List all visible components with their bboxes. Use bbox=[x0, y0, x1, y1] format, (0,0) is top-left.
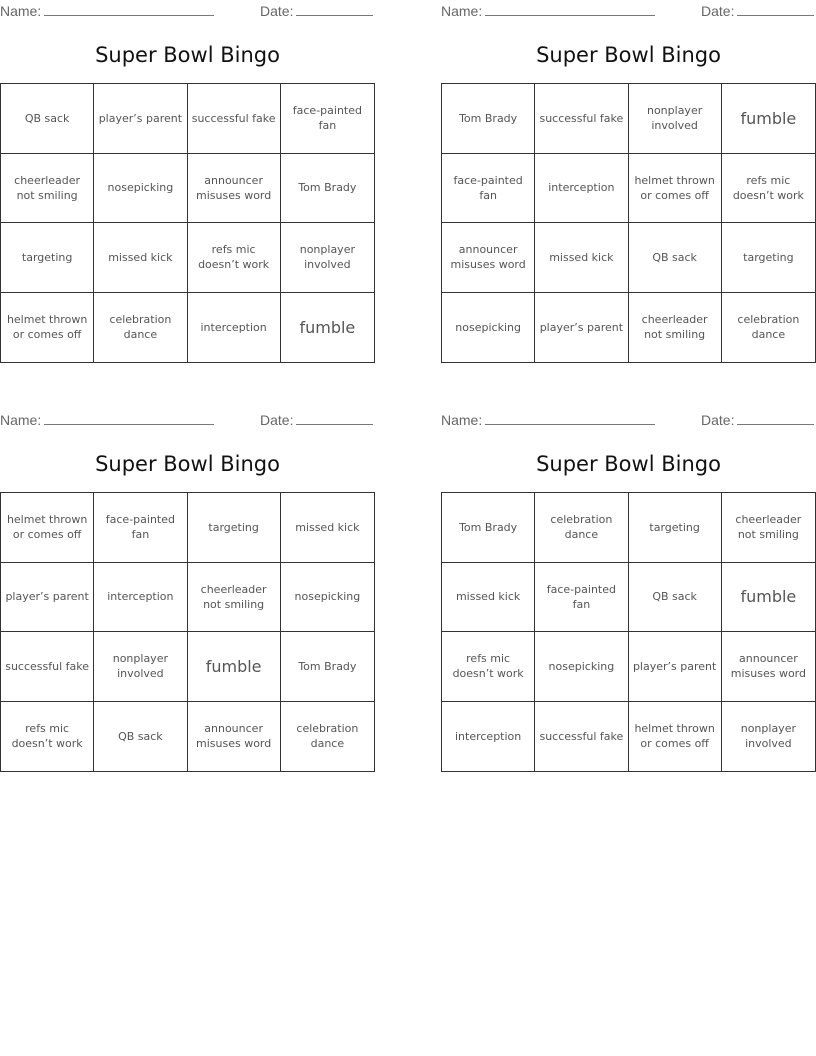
bingo-cell: interception bbox=[442, 702, 535, 772]
name-blank-line bbox=[485, 411, 655, 425]
bingo-cell: face-painted fan bbox=[94, 493, 187, 563]
date-field bbox=[260, 411, 373, 428]
bingo-cell: celebration dance bbox=[94, 293, 187, 363]
bingo-cell: interception bbox=[188, 293, 281, 363]
bingo-grid bbox=[0, 492, 375, 772]
date-field bbox=[701, 411, 814, 428]
bingo-cell: face-painted fan bbox=[442, 154, 535, 224]
bingo-cell: targeting bbox=[629, 493, 722, 563]
bingo-cell: nosepicking bbox=[94, 154, 187, 224]
bingo-cell: targeting bbox=[1, 223, 94, 293]
bingo-cell: QB sack bbox=[1, 84, 94, 154]
bingo-cell: helmet thrown or comes off bbox=[1, 293, 94, 363]
name-label: Name: bbox=[0, 3, 42, 19]
bingo-cell: missed kick bbox=[442, 563, 535, 633]
bingo-cell: announcer misuses word bbox=[188, 702, 281, 772]
card-title: Super Bowl Bingo bbox=[536, 452, 721, 476]
bingo-cell: Tom Brady bbox=[442, 493, 535, 563]
name-field bbox=[441, 2, 655, 19]
bingo-cell: cheerleader not smiling bbox=[1, 154, 94, 224]
card-title: Super Bowl Bingo bbox=[95, 452, 280, 476]
bingo-cell: refs mic doesn’t work bbox=[722, 154, 815, 224]
bingo-cell: successful fake bbox=[188, 84, 281, 154]
bingo-cell: refs mic doesn’t work bbox=[442, 632, 535, 702]
name-field bbox=[441, 411, 655, 428]
card-title: Super Bowl Bingo bbox=[536, 43, 721, 67]
bingo-cell: announcer misuses word bbox=[188, 154, 281, 224]
bingo-cell: interception bbox=[94, 563, 187, 633]
bingo-cell: fumble bbox=[722, 84, 815, 154]
bingo-cell: nonplayer involved bbox=[281, 223, 374, 293]
name-blank-line bbox=[485, 2, 655, 16]
bingo-cell: player’s parent bbox=[535, 293, 628, 363]
card-title: Super Bowl Bingo bbox=[95, 43, 280, 67]
bingo-cell: missed kick bbox=[535, 223, 628, 293]
bingo-cell: nosepicking bbox=[281, 563, 374, 633]
bingo-card-1 bbox=[0, 0, 375, 364]
bingo-cell: nosepicking bbox=[535, 632, 628, 702]
bingo-cell: player’s parent bbox=[629, 632, 722, 702]
bingo-cell: celebration dance bbox=[535, 493, 628, 563]
date-field bbox=[260, 2, 373, 19]
bingo-cell: QB sack bbox=[629, 223, 722, 293]
bingo-cell: nonplayer involved bbox=[629, 84, 722, 154]
date-label: Date: bbox=[260, 412, 294, 428]
name-field bbox=[0, 411, 214, 428]
bingo-cell: fumble bbox=[299, 317, 356, 337]
date-blank-line bbox=[737, 2, 814, 16]
bingo-cell: celebration dance bbox=[296, 722, 359, 751]
bingo-cell: announcer misuses word bbox=[722, 632, 815, 702]
bingo-cell: fumble bbox=[722, 563, 815, 633]
bingo-cell: Tom Brady bbox=[442, 84, 535, 154]
bingo-cell: cheerleader not smiling bbox=[188, 563, 281, 633]
date-label: Date: bbox=[701, 3, 735, 19]
bingo-cell: celebration dance bbox=[737, 313, 800, 342]
bingo-cell: nonplayer involved bbox=[94, 632, 187, 702]
name-blank-line bbox=[44, 411, 214, 425]
date-blank-line bbox=[296, 2, 373, 16]
bingo-cell: successful fake bbox=[1, 632, 94, 702]
bingo-cell: nosepicking bbox=[442, 293, 535, 363]
date-label: Date: bbox=[260, 3, 294, 19]
bingo-cell: targeting bbox=[188, 493, 281, 563]
bingo-grid bbox=[0, 83, 375, 363]
bingo-cell: announcer misuses word bbox=[442, 223, 535, 293]
bingo-cell: Tom Brady bbox=[281, 632, 374, 702]
name-label: Name: bbox=[441, 3, 483, 19]
bingo-grid bbox=[441, 83, 816, 363]
bingo-cell: helmet thrown or comes off bbox=[629, 702, 722, 772]
bingo-cell: cheerleader not smiling bbox=[629, 293, 722, 363]
name-blank-line bbox=[44, 2, 214, 16]
bingo-cell: nonplayer involved bbox=[740, 722, 796, 751]
name-label: Name: bbox=[441, 412, 483, 428]
bingo-cell: player’s parent bbox=[1, 563, 94, 633]
name-field bbox=[0, 2, 214, 19]
bingo-cell: face-painted fan bbox=[281, 84, 374, 154]
bingo-cell: helmet thrown or comes off bbox=[629, 154, 722, 224]
bingo-cell: targeting bbox=[722, 223, 815, 293]
bingo-cell: QB sack bbox=[94, 702, 187, 772]
bingo-cell: fumble bbox=[188, 632, 281, 702]
bingo-cell: interception bbox=[535, 154, 628, 224]
bingo-cell: missed kick bbox=[94, 223, 187, 293]
bingo-cell: successful fake bbox=[535, 84, 628, 154]
date-blank-line bbox=[737, 411, 814, 425]
bingo-cell: Tom Brady bbox=[281, 154, 374, 224]
bingo-cell: missed kick bbox=[281, 493, 374, 563]
bingo-cell: refs mic doesn’t work bbox=[188, 223, 281, 293]
bingo-cell: player’s parent bbox=[94, 84, 187, 154]
name-label: Name: bbox=[0, 412, 42, 428]
bingo-cell: helmet thrown or comes off bbox=[1, 493, 94, 563]
date-blank-line bbox=[296, 411, 373, 425]
bingo-cell: refs mic doesn’t work bbox=[1, 702, 94, 772]
bingo-grid bbox=[441, 492, 816, 772]
bingo-cell: QB sack bbox=[629, 563, 722, 633]
date-field bbox=[701, 2, 814, 19]
bingo-cell: face-painted fan bbox=[535, 563, 628, 633]
bingo-card-2 bbox=[441, 0, 816, 364]
bingo-card-4 bbox=[441, 409, 816, 773]
date-label: Date: bbox=[701, 412, 735, 428]
bingo-card-3 bbox=[0, 409, 375, 773]
bingo-cell: successful fake bbox=[535, 702, 628, 772]
bingo-cell: cheerleader not smiling bbox=[722, 493, 815, 563]
